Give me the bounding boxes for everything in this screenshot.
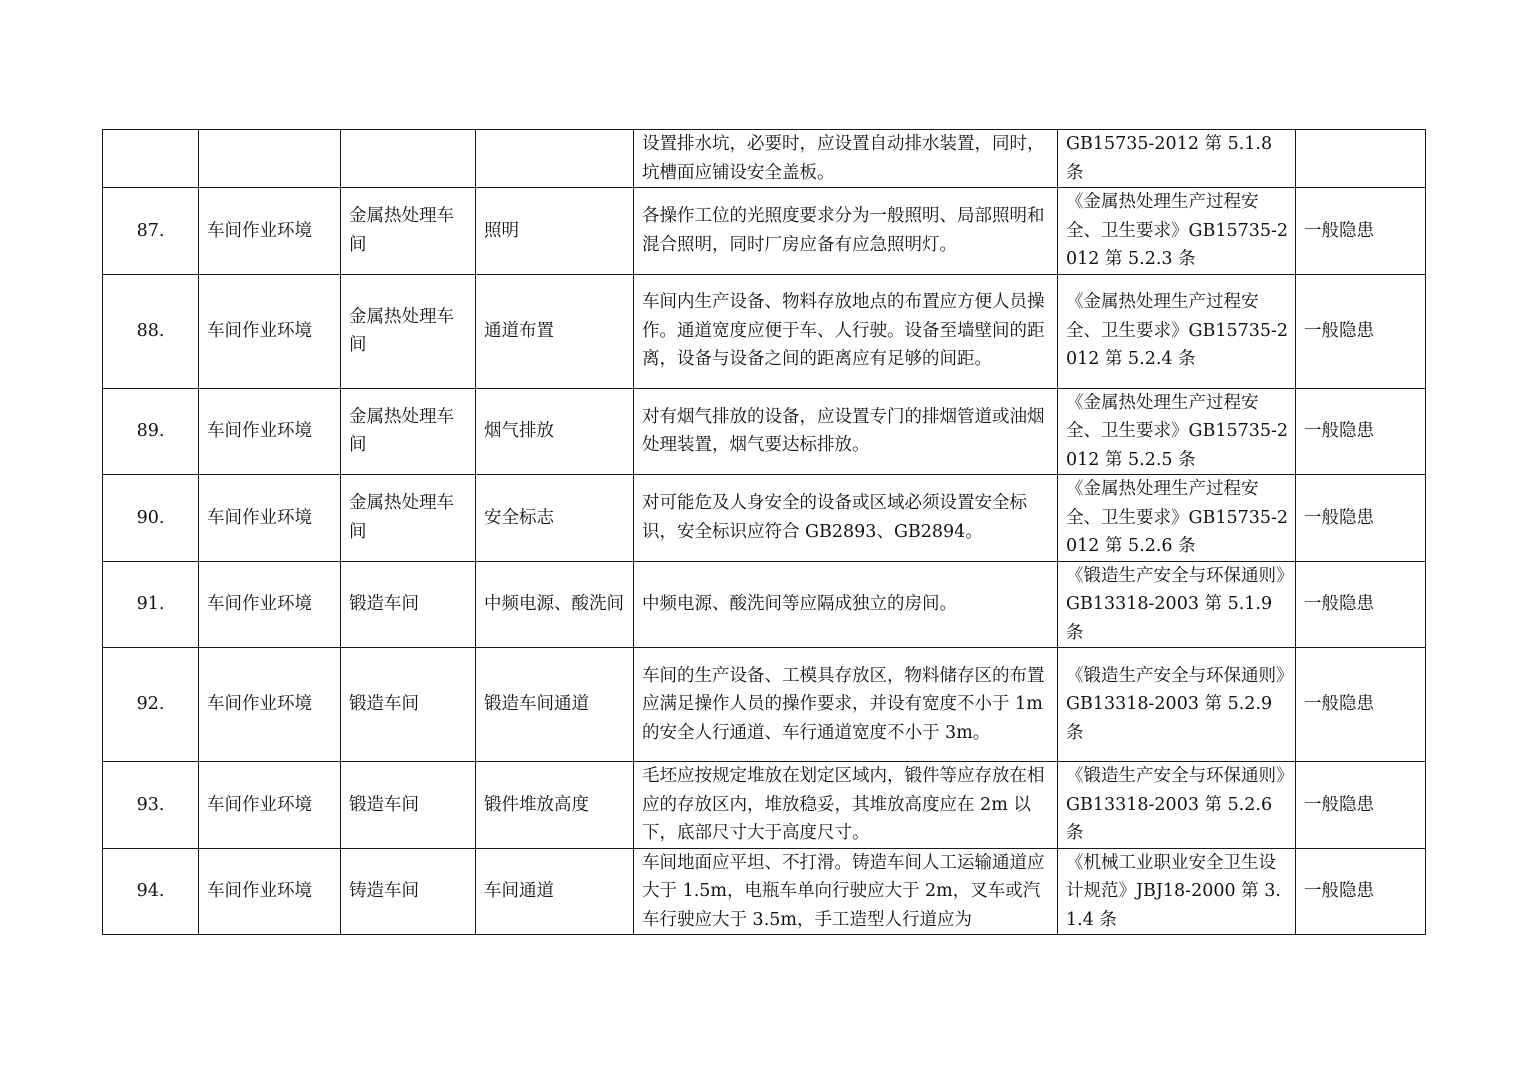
- row-number: [103, 130, 199, 188]
- basis-cell: 《锻造生产安全与环保通则》GB13318-2003 第 5.2.6 条: [1058, 762, 1296, 849]
- category-cell: 车间作业环境: [199, 648, 341, 762]
- row-number: 91.: [103, 561, 199, 648]
- row-number: 90.: [103, 475, 199, 562]
- level-cell: 一般隐患: [1296, 762, 1426, 849]
- requirement-cell: 车间的生产设备、工模具存放区，物料储存区的布置应满足操作人员的操作要求，并设有宽度不小于 1m 的安全人行通道、车行通道宽度不小于 3m。: [634, 648, 1058, 762]
- row-number: 93.: [103, 762, 199, 849]
- item-cell: 照明: [476, 188, 634, 275]
- level-cell: 一般隐患: [1296, 648, 1426, 762]
- item-cell: 中频电源、酸洗间: [476, 561, 634, 648]
- item-cell: 车间通道: [476, 848, 634, 935]
- row-number: 92.: [103, 648, 199, 762]
- item-cell: [476, 130, 634, 188]
- level-cell: 一般隐患: [1296, 561, 1426, 648]
- table-row: [103, 762, 1426, 849]
- table-row: [103, 561, 1426, 648]
- level-cell: 一般隐患: [1296, 388, 1426, 475]
- level-cell: [1296, 130, 1426, 188]
- item-cell: 烟气排放: [476, 388, 634, 475]
- category-cell: 车间作业环境: [199, 561, 341, 648]
- row-number: 94.: [103, 848, 199, 935]
- category-cell: 车间作业环境: [199, 848, 341, 935]
- basis-cell: GB15735-2012 第 5.1.8 条: [1058, 130, 1296, 188]
- requirement-cell: 毛坯应按规定堆放在划定区域内，锻件等应存放在相应的存放区内，堆放稳妥，其堆放高度应在 2m 以下，底部尺寸大于高度尺寸。: [634, 762, 1058, 849]
- category-cell: 车间作业环境: [199, 762, 341, 849]
- row-number: 88.: [103, 274, 199, 388]
- hazard-checklist-table: [102, 129, 1426, 935]
- row-number: 89.: [103, 388, 199, 475]
- location-cell: 金属热处理车间: [341, 274, 476, 388]
- location-cell: 金属热处理车间: [341, 388, 476, 475]
- category-cell: [199, 130, 341, 188]
- location-cell: 锻造车间: [341, 762, 476, 849]
- location-cell: 锻造车间: [341, 561, 476, 648]
- basis-cell: 《锻造生产安全与环保通则》GB13318-2003 第 5.2.9 条: [1058, 648, 1296, 762]
- item-cell: 安全标志: [476, 475, 634, 562]
- requirement-cell: 车间内生产设备、物料存放地点的布置应方便人员操作。通道宽度应便于车、人行驶。设备至墙壁间的距离，设备与设备之间的距离应有足够的间距。: [634, 274, 1058, 388]
- category-cell: 车间作业环境: [199, 388, 341, 475]
- requirement-cell: 对有烟气排放的设备，应设置专门的排烟管道或油烟处理装置，烟气要达标排放。: [634, 388, 1058, 475]
- location-cell: 金属热处理车间: [341, 188, 476, 275]
- table-row: [103, 188, 1426, 275]
- level-cell: 一般隐患: [1296, 475, 1426, 562]
- requirement-cell: 各操作工位的光照度要求分为一般照明、局部照明和混合照明，同时厂房应备有应急照明灯。: [634, 188, 1058, 275]
- category-cell: 车间作业环境: [199, 274, 341, 388]
- table-row: [103, 274, 1426, 388]
- location-cell: [341, 130, 476, 188]
- location-cell: 金属热处理车间: [341, 475, 476, 562]
- row-number: 87.: [103, 188, 199, 275]
- basis-cell: 《金属热处理生产过程安全、卫生要求》GB15735-2012 第 5.2.5 条: [1058, 388, 1296, 475]
- requirement-cell: 设置排水坑，必要时，应设置自动排水装置，同时，坑槽面应铺设安全盖板。: [634, 130, 1058, 188]
- category-cell: 车间作业环境: [199, 188, 341, 275]
- requirement-cell: 车间地面应平坦、不打滑。铸造车间人工运输通道应大于 1.5m，电瓶车单向行驶应大于 2m，叉车或汽车行驶应大于 3.5m，手工造型人行道应为: [634, 848, 1058, 935]
- table-row: [103, 130, 1426, 188]
- table-row: [103, 648, 1426, 762]
- basis-cell: 《金属热处理生产过程安全、卫生要求》GB15735-2012 第 5.2.4 条: [1058, 274, 1296, 388]
- item-cell: 锻件堆放高度: [476, 762, 634, 849]
- table-row: [103, 388, 1426, 475]
- table-row: [103, 475, 1426, 562]
- level-cell: 一般隐患: [1296, 274, 1426, 388]
- basis-cell: 《锻造生产安全与环保通则》GB13318-2003 第 5.1.9 条: [1058, 561, 1296, 648]
- item-cell: 锻造车间通道: [476, 648, 634, 762]
- category-cell: 车间作业环境: [199, 475, 341, 562]
- location-cell: 铸造车间: [341, 848, 476, 935]
- level-cell: 一般隐患: [1296, 848, 1426, 935]
- item-cell: 通道布置: [476, 274, 634, 388]
- requirement-cell: 对可能危及人身安全的设备或区域必须设置安全标识，安全标识应符合 GB2893、GB2894。: [634, 475, 1058, 562]
- level-cell: 一般隐患: [1296, 188, 1426, 275]
- location-cell: 锻造车间: [341, 648, 476, 762]
- basis-cell: 《金属热处理生产过程安全、卫生要求》GB15735-2012 第 5.2.6 条: [1058, 475, 1296, 562]
- basis-cell: 《金属热处理生产过程安全、卫生要求》GB15735-2012 第 5.2.3 条: [1058, 188, 1296, 275]
- basis-cell: 《机械工业职业安全卫生设计规范》JBJ18-2000 第 3.1.4 条: [1058, 848, 1296, 935]
- table-row: [103, 848, 1426, 935]
- requirement-cell: 中频电源、酸洗间等应隔成独立的房间。: [634, 561, 1058, 648]
